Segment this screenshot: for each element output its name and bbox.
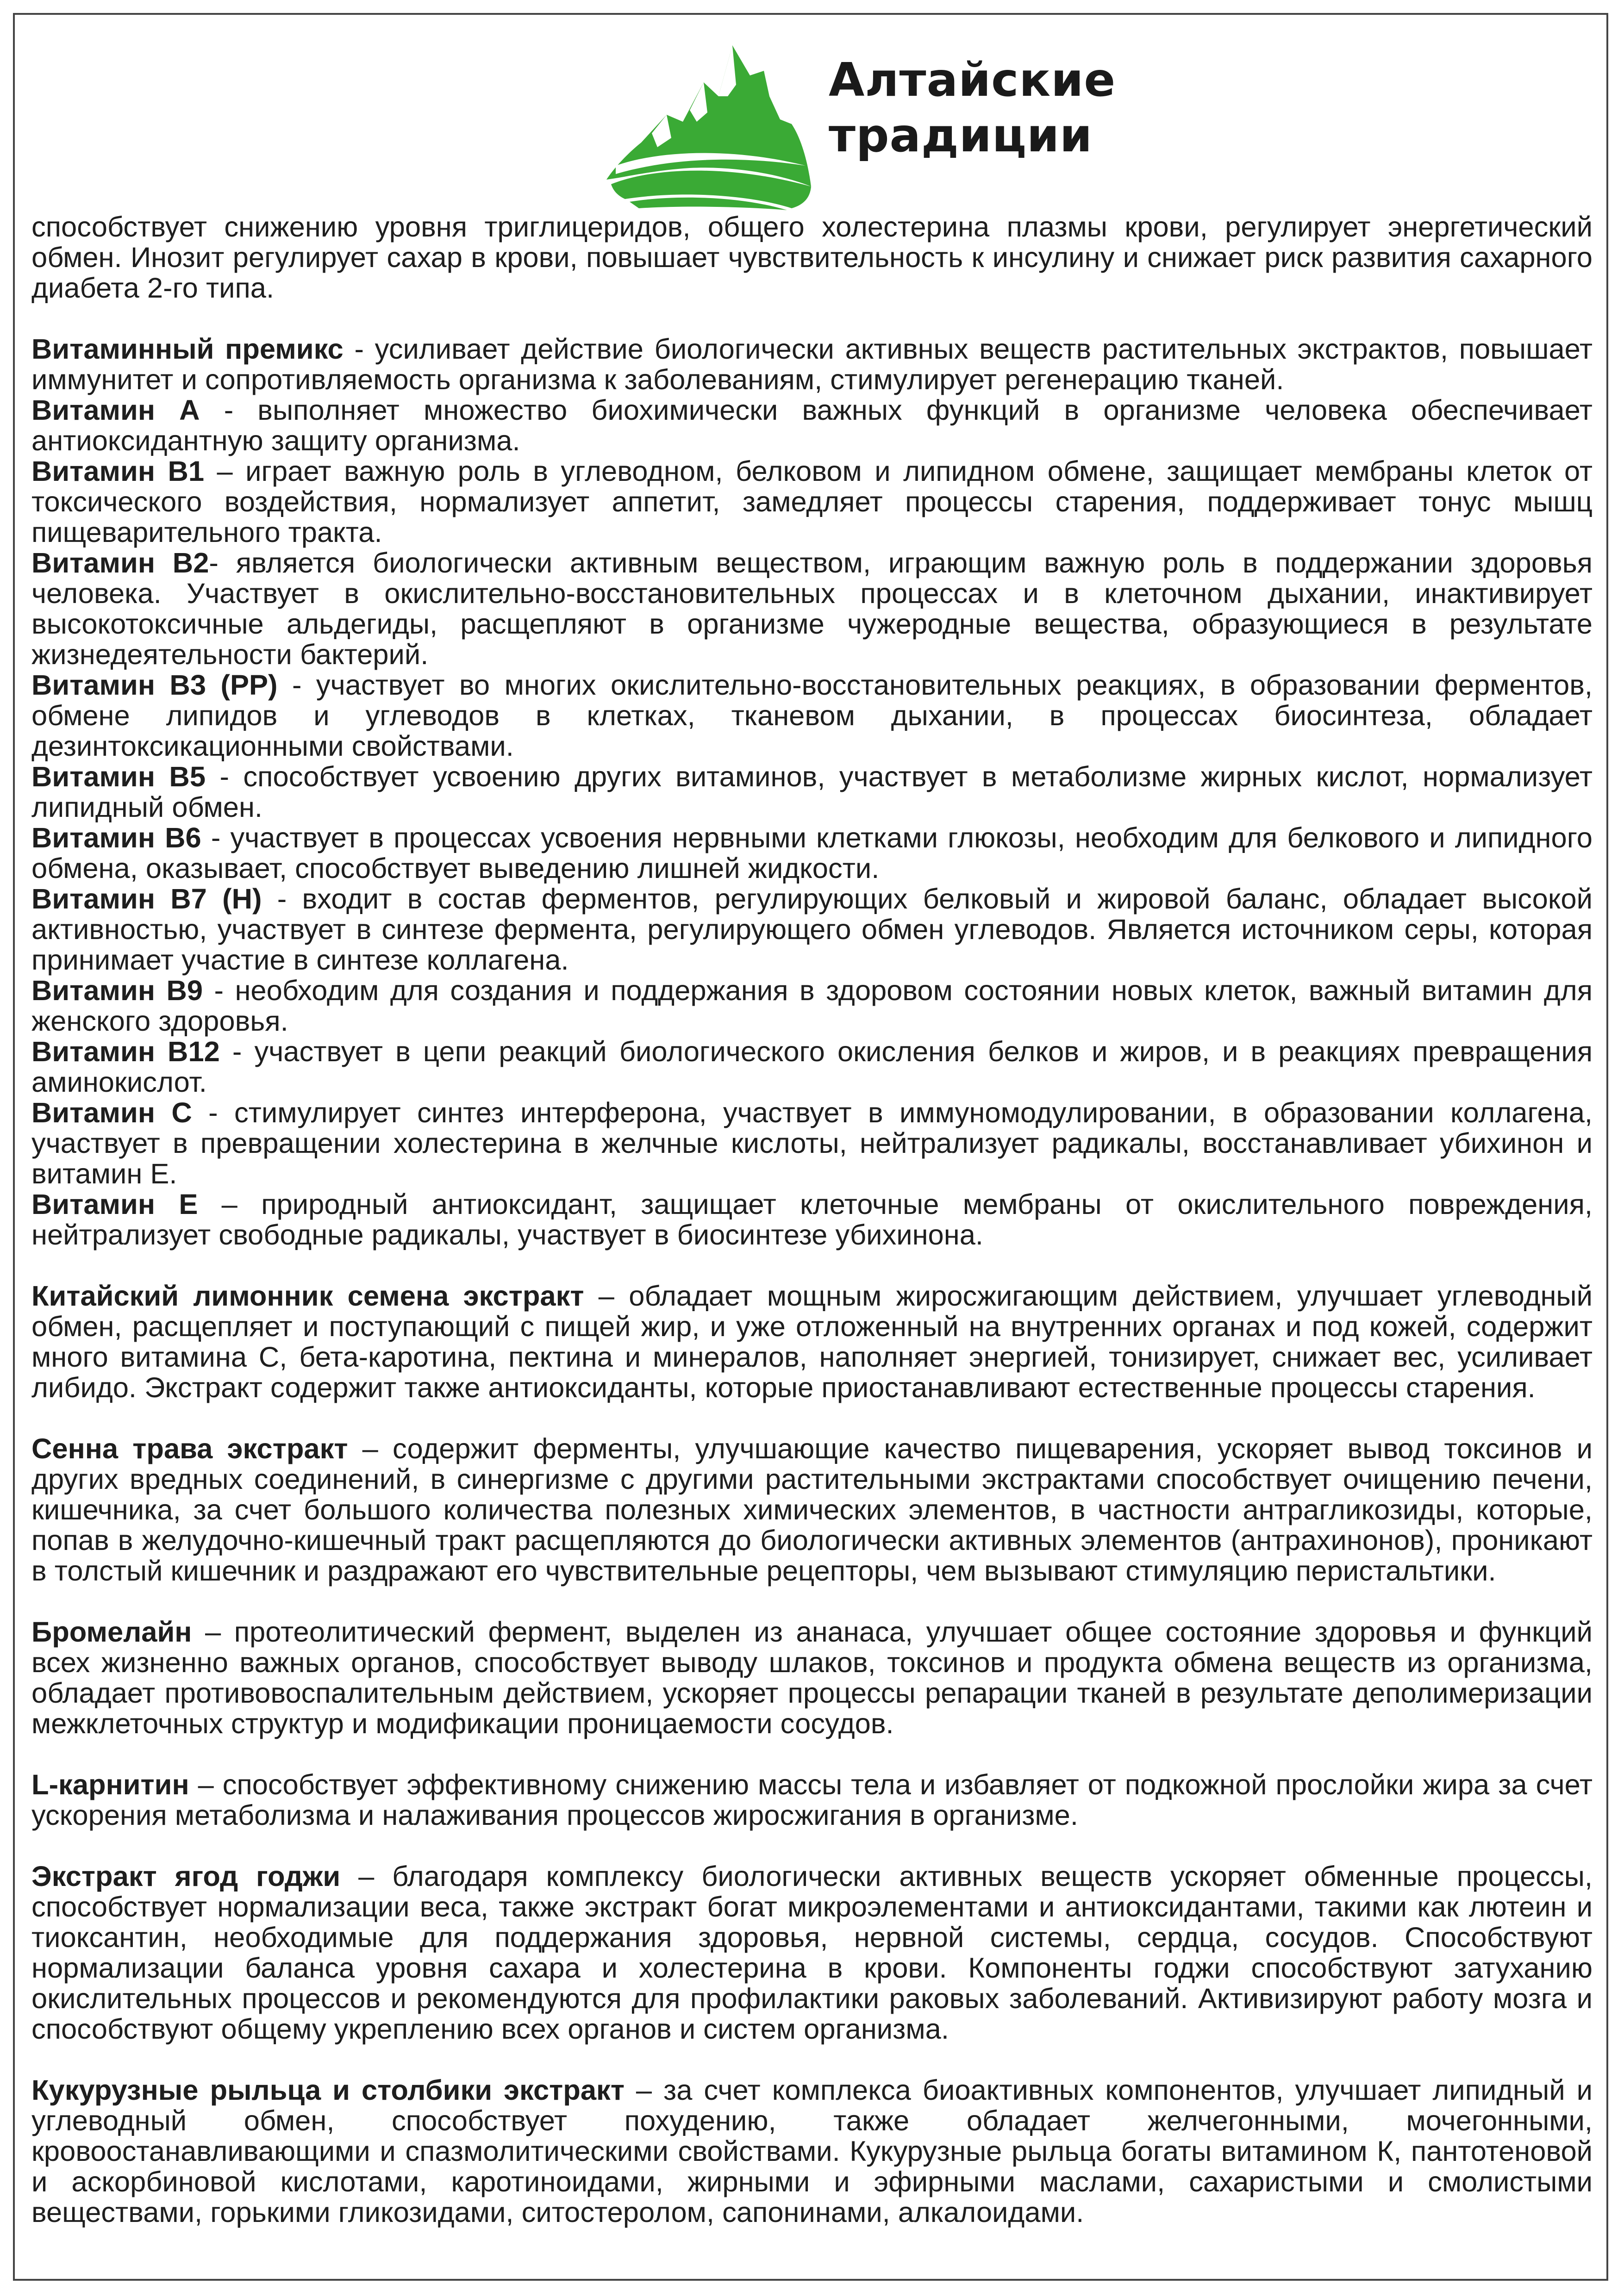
ingredient-description: - входит в состав ферментов, регулирующих белковый и жировой баланс, обладает высокой активностью, участвует в синтезе фермента, регулирующего обмен углеводов. Является источником серы, которая принимает участие в синтезе коллагена. xyxy=(31,883,1593,976)
ingredient-name: Витамин В12 xyxy=(31,1036,220,1068)
ingredient-paragraph xyxy=(31,1770,1593,1831)
ingredient-name: Витамин С xyxy=(31,1097,192,1129)
ingredient-paragraph xyxy=(31,670,1593,762)
ingredient-name: Витаминный премикс xyxy=(31,333,344,365)
ingredient-description: – играет важную роль в углеводном, белковом и липидном обмене, защищает мембраны клеток от токсического воздействия, нормализует аппетит, замедляет процессы старения, поддерживает тонус мышц пищеварительного тракта. xyxy=(31,455,1593,548)
ingredient-paragraph xyxy=(31,1617,1593,1739)
ingredient-paragraph xyxy=(31,1434,1593,1587)
ingredient-description: - участвует в процессах усвоения нервными клетками глюкозы, необходим для белкового и липидного обмена, оказывает, способствует выведению лишней жидкости. xyxy=(31,822,1593,884)
ingredient-name: Витамин В5 xyxy=(31,761,206,793)
brand-name-line2: традиции xyxy=(829,108,1093,162)
ingredient-name: Кукурузные рыльца и столбики экстракт xyxy=(31,2074,625,2106)
ingredient-paragraph xyxy=(31,212,1593,304)
ingredient-paragraph xyxy=(31,334,1593,395)
mountain-logo-icon xyxy=(597,27,819,212)
ingredient-name: Витамин В2 xyxy=(31,547,209,579)
ingredient-paragraph xyxy=(31,884,1593,976)
ingredient-description: - необходим для создания и поддержания в здоровом состоянии новых клеток, важный витамин для женского здоровья. xyxy=(31,975,1593,1037)
ingredient-paragraph xyxy=(31,456,1593,548)
ingredient-name: Витамин В1 xyxy=(31,455,205,487)
ingredient-description: - является биологически активным веществом, играющим важную роль в поддержании здоровья человека. Участвует в окислительно-восстановительных процессах и в клеточном дыхании, инактивирует высокотоксичные альдегиды, расщепляют в организме чужеродные вещества, образующиеся в результате жизнедеятельности бактерий. xyxy=(31,547,1593,671)
ingredient-paragraph xyxy=(31,1281,1593,1403)
brand-logo xyxy=(597,27,1116,212)
ingredient-name: L-карнитин xyxy=(31,1769,189,1801)
brand-name-line1: Алтайские xyxy=(829,53,1116,107)
ingredient-description: - усиливает действие биологически активных веществ растительных экстрактов, повышает иммунитет и сопротивляемость организма к заболеваниям, стимулирует регенерацию тканей. xyxy=(31,333,1593,396)
ingredient-paragraph xyxy=(31,1037,1593,1098)
ingredient-paragraph xyxy=(31,2075,1593,2228)
ingredient-paragraph xyxy=(31,823,1593,884)
ingredient-description: - участвует во многих окислительно-восстановительных реакциях, в образовании ферментов, обмене липидов и углеводов в клетках, тканевом дыхании, в процессах биосинтеза, обладает дезинтоксикационными свойствами. xyxy=(31,669,1593,762)
ingredient-name: Витамин Е xyxy=(31,1188,198,1220)
ingredient-name: Бромелайн xyxy=(31,1616,192,1648)
ingredient-paragraph xyxy=(31,976,1593,1037)
ingredient-description: - способствует усвоению других витаминов, участвует в метаболизме жирных кислот, нормализует липидный обмен. xyxy=(31,761,1593,823)
ingredient-description: - выполняет множество биохимически важных функций в организме человека обеспечивает антиоксидантную защиту организма. xyxy=(31,394,1593,457)
ingredient-name: Сенна трава экстракт xyxy=(31,1433,348,1465)
ingredient-paragraph xyxy=(31,395,1593,456)
ingredient-description: способствует снижению уровня триглицеридов, общего холестерина плазмы крови, регулирует энергетический обмен. Инозит регулирует сахар в крови, повышает чувствительность к инсулину и снижает риск развития сахарного диабета 2-го типа. xyxy=(31,211,1593,304)
ingredient-name: Витамин В3 (РР) xyxy=(31,669,278,701)
ingredient-paragraph xyxy=(31,1098,1593,1189)
ingredient-description: – природный антиоксидант, защищает клеточные мембраны от окислительного повреждения, нейтрализует свободные радикалы, участвует в биосинтезе убихинона. xyxy=(31,1188,1593,1251)
ingredient-paragraph xyxy=(31,1189,1593,1251)
ingredient-name: Витамин В6 xyxy=(31,822,201,854)
ingredient-name: Китайский лимонник семена экстракт xyxy=(31,1280,584,1312)
ingredient-description: – благодаря комплексу биологически активных веществ ускоряет обменные процессы, способствует нормализации веса, также экстракт богат микроэлементами и антиоксидантами, такими как лютеин и тиоксантин, необходимые для поддержания здоровья, нервной системы, сердца, сосудов. Способствуют нормализации баланса уровня сахара и холестерина в крови. Компоненты годжи способствуют затуханию окислительных процессов и рекомендуются для профилактики раковых заболеваний. Активизируют работу мозга и способствуют общему укреплению всех органов и систем организма. xyxy=(31,1860,1593,2045)
ingredient-description: - стимулирует синтез интерферона, участвует в иммуномодулировании, в образовании коллагена, участвует в превращении холестерина в желчные кислоты, нейтрализует радикалы, восстанавливает убихинон и витамин Е. xyxy=(31,1097,1593,1190)
ingredient-name: Экстракт ягод годжи xyxy=(31,1860,341,1892)
ingredient-paragraph xyxy=(31,1861,1593,2045)
ingredient-description: – способствует эффективному снижению массы тела и избавляет от подкожной прослойки жира за счет ускорения метаболизма и налаживания процессов жиросжигания в организме. xyxy=(31,1769,1593,1831)
ingredient-description: – протеолитический фермент, выделен из ананаса, улучшает общее состояние здоровья и функций всех жизненно важных органов, способствует выводу шлаков, токсинов и продукта обмена веществ из организма, обладает противовоспалительным действием, ускоряет процессы репарации тканей в результате деполимеризации межклеточных структур и модификации проницаемости сосудов. xyxy=(31,1616,1593,1740)
ingredient-description: - участвует в цепи реакций биологического окисления белков и жиров, и в реакциях превращения аминокислот. xyxy=(31,1036,1593,1098)
brand-name xyxy=(829,52,1116,163)
ingredient-name: Витамин В7 (Н) xyxy=(31,883,262,915)
ingredient-description: – содержит ферменты, улучшающие качество пищеварения, ускоряет вывод токсинов и других вредных соединений, в синергизме с другими растительными экстрактами способствует очищению печени, кишечника, за счет большого количества полезных химических элементов, в частности антрагликозиды, которые, попав в желудочно-кишечный тракт расщепляются до биологически активных элементов (антрахинонов), проникают в толстый кишечник и раздражают его чувствительные рецепторы, чем вызывают стимуляцию перистальтики. xyxy=(31,1433,1593,1587)
ingredient-name: Витамин В9 xyxy=(31,975,203,1007)
ingredient-description: – обладает мощным жиросжигающим действием, улучшает углеводный обмен, расщепляет и поступающий с пищей жир, и уже отложенный на внутренних органах и под кожей, содержит много витамина С, бета-каротина, пектина и минералов, наполняет энергией, тонизирует, снижает вес, усиливает либидо. Экстракт содержит также антиоксиданты, которые приостанавливают естественные процессы старения. xyxy=(31,1280,1593,1404)
ingredients-description xyxy=(31,212,1593,2228)
ingredient-description: – за счет комплекса биоактивных компонентов, улучшает липидный и углеводный обмен, способствует похудению, также обладает желчегонными, мочегонными, кровоостанавливающими и спазмолитическими свойствами. Кукурузные рыльца богаты витамином К, пантотеновой и аскорбиновой кислотами, каротиноидами, жирными и эфирными маслами, сахаристыми и смолистыми веществами, горькими гликозидами, ситостеролом, сапонинами, алкалоидами. xyxy=(31,2074,1593,2228)
ingredient-paragraph xyxy=(31,762,1593,823)
ingredient-name: Витамин А xyxy=(31,394,200,426)
ingredient-paragraph xyxy=(31,548,1593,670)
